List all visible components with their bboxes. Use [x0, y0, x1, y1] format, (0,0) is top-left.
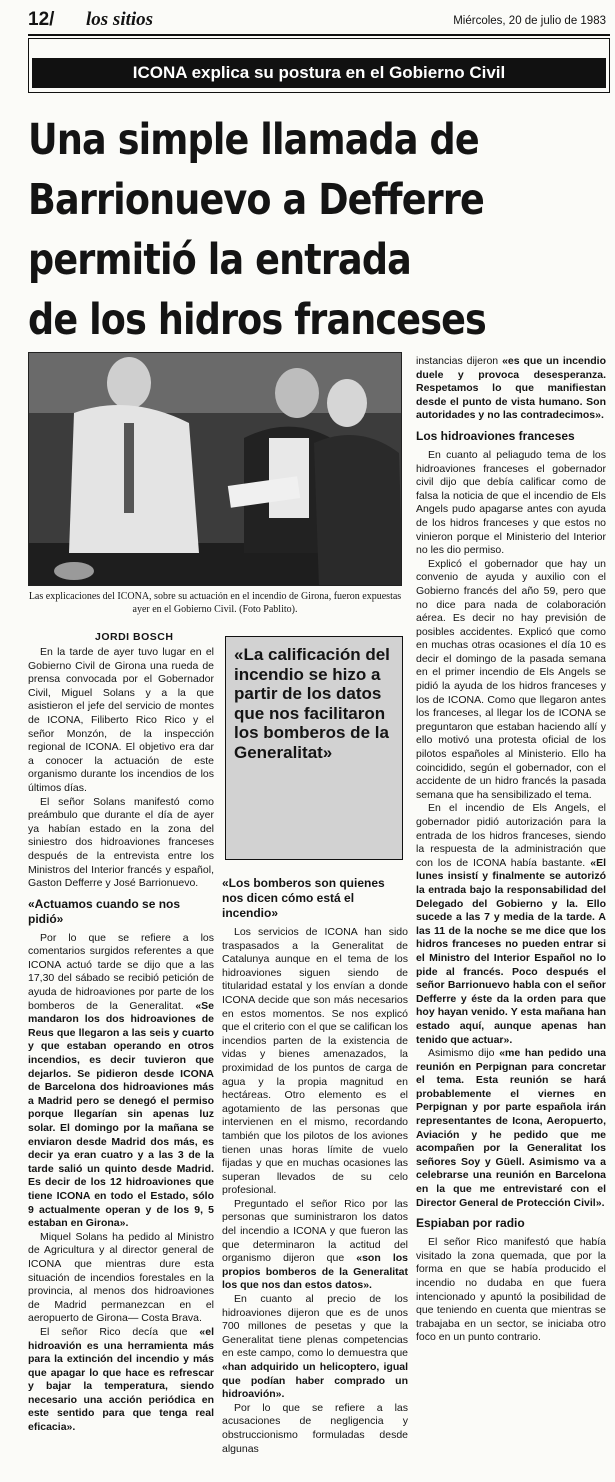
- quote-text: «el hidroavión es una herramienta más para la extinción del incendio y más que apagar lo que hace es refrescar y bajar la temperatura, siendo necesario una acción periódica en este sentido para que tenga real eficacia».: [28, 1325, 214, 1434]
- paragraph: En cuanto al peliagudo tema de los hidroaviones franceses el gobernador civil dijo que debía calificar como de falsa la noticia de que el incendio de Els Angels pudo apagarse antes con ayuda de los hidros franceses y que estos no vinieron porque el Ministerio del Interior no les dio permiso.: [416, 448, 606, 557]
- quote-text: «han adquirido un helicoptero, igual que podían haber comprado un hidroavión».: [222, 1361, 408, 1401]
- paragraph: [222, 1293, 408, 1402]
- paragraph: El señor Rico manifestó que había visitado la zona quemada, que por la forma en que se había producido el incendio no dudaba en que fuera intencionado y apuntó la posibilidad de que teniendo en cuenta que mientras se trabajaba en un sector, se iniciaba otro foco en un punto contrario.: [416, 1236, 606, 1344]
- paragraph: Explicó el gobernador que hay un convenio de ayuda y auxilio con el Gobierno francés del año 59, pero que no dice para nada de colaboración aérea. Es decir no hay previsión de posibles accidentes. Explicó que como en muchas otras ocasiones el día 10 es decir el domingo de la pasada semana en el primer incendio de Els Angels se pidió la ayuda de los hidros franceses y los de ICONA. Como que llegaron antes los franceses, al llegar los de ICONA se preguntaron que estaban haciendo allí y ello motivó una protesta oficial de los pilotos españoles al Ministerio. Ello ha coincidido, según el gobernador, con el accidente de un hidro francés la pasada semana que ha sensibilizado el tema.: [416, 557, 606, 801]
- banner: ICONA explica su postura en el Gobierno Civil: [32, 58, 606, 88]
- quote-text: «El lunes insistí y finalmente se autorizó la entrada bajo la responsabilidad del Delegado del Gobierno y la. Ello sucede a las 7 y media de la tarde. A las 11 de la noche se me dice que los hidros franceses no pueden entrar si el Ministro del Interior Español no lo pide al francés. Poco después el señor Barrionuevo habla con el señor Defferre y éste da la orden para que hoy hayan venido. Y esta mañana han estado aquí, aunque apenas han tenido que actuar».: [416, 856, 606, 1046]
- pull-quote: «La calificación del incendio se hizo a partir de los datos que nos facilitaron los bomberos de la Generalitat»: [225, 636, 403, 860]
- paragraph: El señor Solans manifestó como preámbulo que durante el día de ayer ya habían estado en la zona del siniestro dos hidroaviones franceses después de la entrevista entre los Ministros del Interior francés y español, Gaston Defferre y José Barrionuevo.: [28, 795, 214, 890]
- paragraph-text: Preguntado el señor Rico por las personas que suministraron los datos del incendio a ICONA y que fueron las que determinaron la actitud del organismo dijeron que: [222, 1197, 408, 1265]
- headline-line: Una simple llamada de: [28, 115, 479, 165]
- subheading: «Los bomberos son quienes nos dicen cómo está el incendio»: [222, 876, 385, 920]
- section-name: los sitios: [86, 9, 154, 30]
- quote-text: «Se mandaron los dos hidroaviones de Reus que llegaron a las seis y cuarto y que estaban operando en otros incendios, es decir tuvieron que dejarlos. Se pidieron desde ICONA de Barcelona dos hidroaviones más a Madrid pero se denegó el permiso porque llegarían sin apenas luz solar. El domingo por la mañana se enviaron desde Madrid dos más, es decir ya eran cuatro y a las 3 de la tarde salió un quinto desde Madrid. Es decir de los 12 hidroaviones que tiene ICONA en todo el Estado, sólo 9 actualmente operan y de los 9, 5 estaban en Girona».: [28, 999, 214, 1230]
- banner-frame: [28, 38, 610, 93]
- headline-line: de los hidros franceses: [28, 295, 486, 345]
- paragraph: [416, 1047, 606, 1210]
- subheading: Espiaban por radio: [416, 1216, 525, 1231]
- paragraph-text: En cuanto al precio de los hidroaviones dijeron que es de unos 700 millones de pesetas y que la Generalitat tiene plenas competencias en este campo, como lo demuestra que: [222, 1293, 408, 1360]
- headline-line: Barrionuevo a Defferre: [28, 175, 484, 225]
- headline-line: permitió la entrada: [28, 235, 411, 285]
- paragraph: [416, 802, 606, 1047]
- paragraph-text: En el incendio de Els Angels, el gobernador pidió autorización para la entrada de los hidros franceses, siendo la respuesta de la administración que con los de ICONA había bastante.: [416, 802, 606, 869]
- paragraph-text: Asimismo dijo: [428, 1047, 495, 1060]
- quote-text: «es que un incendio duele y provoca desesperanza. Respetamos lo que manifiestan desde el punto de vista humano. Son autoridades y no las contradecimos».: [416, 355, 606, 422]
- column-1: [28, 646, 214, 1435]
- issue-date: Miércoles, 20 de julio de 1983: [453, 15, 606, 27]
- paragraph: Miquel Solans ha pedido al Ministro de Agricultura y al director general de ICONA que mientras dure esta situación de incendios forestales en la provincia, al menos dos hidroaviones de Madrid permanezcan en el aeropuerto de Girona— Costa Brava.: [28, 1230, 214, 1325]
- paragraph: [416, 355, 606, 423]
- news-photo: [28, 352, 402, 586]
- paragraph: En la tarde de ayer tuvo lugar en el Gobierno Civil de Girona una rueda de prensa convocada por el Gobernador Civil, Miguel Solans y a la que asistieron el jefe del servicio de montes de ICONA, Filiberto Rico Rico y el señor Monzón, de la inspección regional de ICONA. El objetivo era dar a conocer la actuación de este organismo durante los incendios de los últimos días.: [28, 646, 214, 794]
- paragraph: Los servicios de ICONA han sido traspasados a la Generalitat de Catalunya aunque en el tema de los hidroaviones siguen siendo de titularidad estatal y los envían a donde ICONA decide que son más necesarios en estos momentos. Se nos explicó que el criterio con el que se califican los incendios parten de la existencia de vidas y bienes amenazados, la proximidad de los puntos de carga de agua y la propia magnitud en hectáreas. Otro elemento es el agotamiento de las personas que intervienen en el mismo, recordando también que los pilotos de los aviones tienen unas horas límite de vuelo fijadas y que en muchas ocasiones las superan llevados de su celo profesional.: [222, 926, 408, 1197]
- paragraph: [222, 1198, 408, 1293]
- paragraph-text: Por lo que se refiere a los comentarios surgidos referentes a que ICONA actuó tarde se dijo que a las 17,30 del sábado se recibió petición de ayuda de hidroaviones por parte de los bomberos de la Generalitat.: [28, 931, 214, 1012]
- paragraph-text: El señor Rico decía que: [40, 1325, 188, 1338]
- subheading: Los hidroaviones franceses: [416, 428, 575, 443]
- page-number: 12/: [28, 9, 55, 30]
- byline: JORDI BOSCH: [95, 631, 174, 643]
- paragraph: [28, 932, 214, 1231]
- paragraph: [28, 1326, 214, 1435]
- subheading: «Actuamos cuando se nos pidió»: [28, 896, 181, 926]
- headline: [28, 110, 521, 350]
- quote-text: «me han pedido una reunión en Perpignan para concretar el tema. Esta reunión se hará probablemente el viernes en Perpignan y por parte española irán representantes de Icona, Aeropuerto, Aviación y he pedido que me acompañen por la Generalitat los señores Soy y Güell. Asimismo va a celebrarse una reunión en Barcelona en la que me entrevistaré con el Director General de Protección Civil».: [416, 1047, 607, 1209]
- paragraph: Por lo que se refiere a las acusaciones de negligencia y obstruccionismo formuladas desde algunas: [222, 1401, 408, 1455]
- paragraph-text: instancias dijeron: [416, 355, 499, 367]
- page-header: [28, 8, 610, 36]
- photo-caption: Las explicaciones del ICONA, sobre su actuación en el incendio de Girona, fueron expuestas ayer en el Gobierno Civil. (Foto Pablito).: [28, 591, 402, 615]
- quote-text: «son los propios bomberos de la Generalitat los que nos dan estos datos».: [222, 1252, 408, 1292]
- column-3: [416, 355, 606, 1345]
- column-2: [222, 870, 408, 1456]
